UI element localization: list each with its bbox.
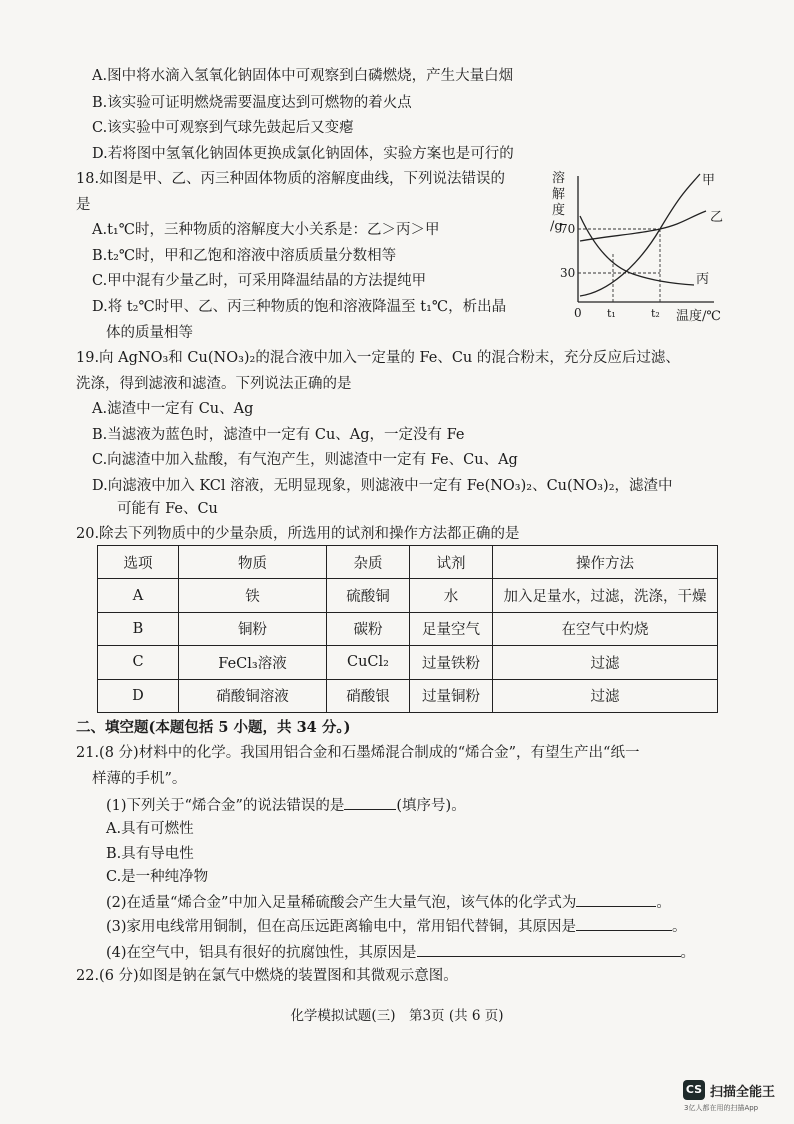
x-axis-label: 温度/℃	[676, 309, 721, 324]
q19-stem-line2: 洗涤，得到滤液和滤渣。下列说法正确的是	[76, 376, 352, 392]
camscanner-tagline: 3亿人都在用的扫描App	[684, 1104, 759, 1112]
table-cell: 硝酸银	[327, 679, 410, 712]
curve-bing	[580, 216, 694, 285]
table-cell: 足量空气	[410, 612, 493, 645]
q18-stem-line2: 是	[76, 197, 91, 213]
q17-option-b: B.该实验可证明燃烧需要温度达到可燃物的着火点	[92, 95, 412, 111]
table-row	[98, 579, 718, 612]
q21-part2-text: (2)在适量“烯合金”中加入足量稀硫酸会产生大量气泡，该气体的化学式为	[106, 895, 577, 911]
q17-option-c: C.该实验中可观察到气球先鼓起后又变瘪	[92, 120, 354, 136]
y-axis-label-3: 度	[552, 203, 566, 218]
table-cell: 过滤	[493, 646, 718, 679]
table-header-cell: 杂质	[327, 546, 410, 579]
q19-option-d-line2: 可能有 Fe、Cu	[117, 501, 218, 517]
q22-stem: 22.(6 分)如图是钠在氯气中燃烧的装置图和其微观示意图。	[76, 968, 458, 984]
x-tick-t1: t₁	[607, 307, 616, 320]
table-header-cell: 操作方法	[493, 546, 718, 579]
table-cell: 铁	[179, 579, 327, 612]
table-cell: 过量铁粉	[410, 646, 493, 679]
y-tick-70: 70	[560, 222, 576, 236]
q20-stem: 20.除去下列物质中的少量杂质，所选用的试剂和操作方法都正确的是	[76, 526, 520, 542]
q21-part3	[106, 916, 687, 936]
table-cell: 硫酸铜	[327, 579, 410, 612]
q21-part1-text: (1)下列关于“烯合金”的说法错误的是	[106, 798, 345, 814]
q21-part2	[106, 892, 671, 912]
section-heading: 二、填空题(本题包括 5 小题，共 34 分。)	[76, 719, 351, 736]
table-header-cell: 试剂	[410, 546, 493, 579]
table-row	[98, 679, 718, 712]
q21-stem-line2: 样薄的手机”。	[92, 771, 187, 787]
table-cell: 硝酸铜溶液	[179, 679, 327, 712]
table-cell: 过量铜粉	[410, 679, 493, 712]
q19-option-a: A.滤渣中一定有 Cu、Ag	[92, 401, 254, 417]
table-cell: 过滤	[493, 679, 718, 712]
table-row	[98, 612, 718, 645]
x-tick-t2: t₂	[651, 307, 660, 320]
curve-jia	[580, 174, 700, 296]
q21-stem-line1: 21.(8 分)材料中的化学。我国用铝合金和石墨烯混合制成的“烯合金”，有望生产出“纸一	[76, 745, 640, 761]
curve-label-jia: 甲	[702, 173, 716, 188]
curve-label-bing: 丙	[696, 272, 710, 287]
table-header-cell: 物质	[179, 546, 327, 579]
answer-blank[interactable]	[344, 795, 396, 810]
q21-option-a: A.具有可燃性	[106, 821, 194, 837]
y-axis-label-1: 溶	[552, 171, 566, 186]
q21-part4-text: (4)在空气中，铝具有很好的抗腐蚀性，其原因是	[106, 945, 417, 961]
answer-blank[interactable]	[576, 916, 672, 931]
table-cell: C	[98, 646, 179, 679]
q18-option-d-line1: D.将 t₂℃时甲、乙、丙三种物质的饱和溶液降温至 t₁℃，析出晶	[92, 299, 507, 315]
table-cell: 碳粉	[327, 612, 410, 645]
q18-option-a: A.t₁℃时，三种物质的溶解度大小关系是：乙＞丙＞甲	[92, 222, 440, 238]
q21-part1	[106, 795, 466, 815]
q20-table	[97, 545, 718, 713]
camscanner-name: 扫描全能王	[710, 1085, 776, 1100]
q18-option-b: B.t₂℃时，甲和乙饱和溶液中溶质质量分数相等	[92, 248, 397, 264]
solubility-chart	[538, 166, 738, 326]
q19-option-c: C.向滤渣中加入盐酸，有气泡产生，则滤渣中一定有 Fe、Cu、Ag	[92, 452, 518, 468]
answer-blank[interactable]	[417, 942, 681, 957]
q21-option-c: C.是一种纯净物	[106, 869, 209, 885]
table-cell: B	[98, 612, 179, 645]
q17-option-d: D.若将图中氢氧化钠固体更换成氯化钠固体，实验方案也是可行的	[92, 146, 514, 162]
table-header-row	[98, 546, 718, 579]
table-cell: A	[98, 579, 179, 612]
q21-part3-text: (3)家用电线常用铜制，但在高压远距离输电中，常用铝代替铜，其原因是	[106, 919, 577, 935]
y-axis-label-2: 解	[552, 187, 566, 202]
y-tick-30: 30	[560, 266, 576, 280]
q18-option-d-line2: 体的质量相等	[106, 325, 193, 341]
table-header-cell: 选项	[98, 546, 179, 579]
period: 。	[672, 919, 687, 935]
q21-part4	[106, 942, 695, 962]
table-cell: FeCl₃溶液	[179, 646, 327, 679]
q21-part1-tail: (填序号)。	[396, 798, 466, 814]
q19-option-b: B.当滤液为蓝色时，滤渣中一定有 Cu、Ag，一定没有 Fe	[92, 427, 465, 443]
q19-option-d-line1: D.向滤液中加入 KCl 溶液，无明显现象，则滤液中一定有 Fe(NO₃)₂、Cu(NO₃)₂，滤渣中	[92, 478, 673, 494]
q18-stem-line1: 18.如图是甲、乙、丙三种固体物质的溶解度曲线，下列说法错误的	[76, 171, 506, 187]
q18-option-c: C.甲中混有少量乙时，可采用降温结晶的方法提纯甲	[92, 273, 427, 289]
table-cell: D	[98, 679, 179, 712]
table-cell: 铜粉	[179, 612, 327, 645]
q19-stem-line1: 19.向 AgNO₃和 Cu(NO₃)₂的混合液中加入一定量的 Fe、Cu 的混合粉末，充分反应后过滤、	[76, 350, 680, 366]
curve-label-yi: 乙	[710, 210, 724, 225]
table-cell: 水	[410, 579, 493, 612]
camscanner-logo: CS	[683, 1080, 705, 1100]
answer-blank[interactable]	[576, 892, 656, 907]
table-cell: 在空气中灼烧	[493, 612, 718, 645]
origin-label: 0	[574, 306, 582, 320]
table-cell: 加入足量水，过滤，洗涤，干燥	[493, 579, 718, 612]
table-cell: CuCl₂	[327, 646, 410, 679]
curve-yi	[580, 211, 706, 241]
y-axis-label-4: /g	[550, 219, 563, 234]
page-footer: 化学模拟试题(三) 第3页 (共 6 页)	[290, 1008, 504, 1024]
period: 。	[680, 945, 696, 961]
period: 。	[656, 895, 671, 911]
q21-option-b: B.具有导电性	[106, 846, 194, 862]
table-row	[98, 646, 718, 679]
q17-option-a: A.图中将水滴入氢氧化钠固体中可观察到白磷燃烧，产生大量白烟	[92, 68, 514, 84]
